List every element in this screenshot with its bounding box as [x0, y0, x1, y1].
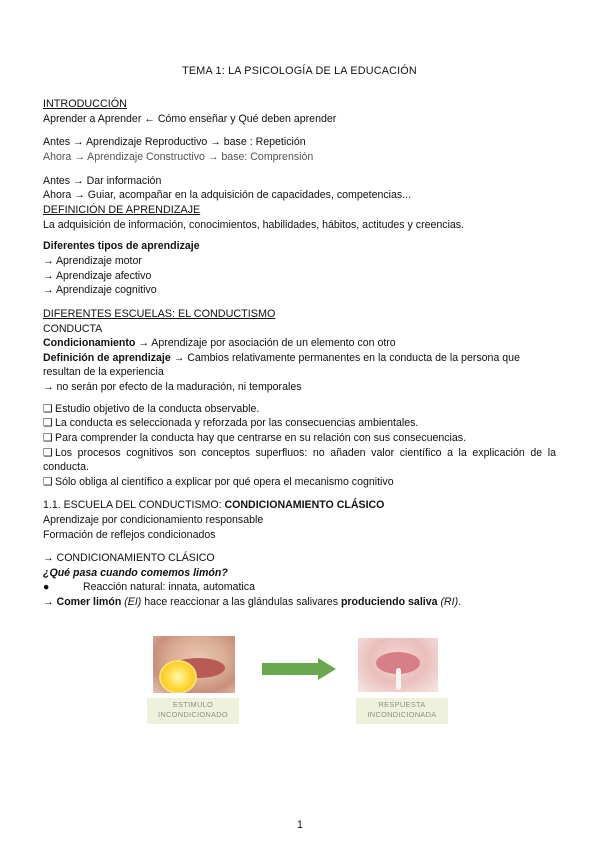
respuesta-incondicionada-label: RESPUESTA INCONDICIONADA: [356, 698, 448, 724]
check-item: ❑ Los procesos cognitivos son conceptos superfluos: no añaden valor científico a la explicación de la conducta.: [43, 446, 556, 474]
definicion-note: → no serán por efecto de la maduración, ni temporales: [43, 381, 302, 394]
type-item: → Aprendizaje afectivo: [43, 269, 152, 282]
document-page: [43, 64, 556, 610]
clasico-line-1: Aprendizaje por condicionamiento responsable: [43, 513, 264, 526]
ahora-line-2: Ahora → Guiar, acompañar en la adquisición de capacidades, competencias...: [43, 189, 412, 202]
checkbox-icon: ❑: [43, 446, 53, 459]
definicion-aprendizaje-line: Definición de aprendizaje → Cambios relativamente permanentes en la conducta de la persona que resultan de la experiencia: [43, 351, 520, 379]
ahora-line-1: Ahora → Aprendizaje Constructivo → base: Comprensión: [43, 151, 314, 163]
conducta-subheading: CONDUCTA: [43, 322, 103, 335]
section-heading-escuelas: DIFERENTES ESCUELAS: EL CONDUCTISMO: [43, 307, 276, 320]
checkbox-icon: ❑: [43, 402, 53, 415]
type-item: → Aprendizaje motor: [43, 254, 142, 267]
estimulo-incondicionado-label: ESTIMULO INCONDICIONADO: [147, 698, 239, 724]
intro-line: Aprender a Aprender ← Cómo enseñar y Qué deben aprender: [43, 112, 337, 125]
lemon-bite-image: [153, 636, 235, 693]
definicion-text: La adquisición de información, conocimientos, habilidades, hábitos, actitudes y creencias.: [43, 218, 465, 231]
check-item: ❑ Para comprender la conducta hay que centrarse en su relación con sus consecuencias.: [43, 431, 467, 444]
section-heading-definicion: DEFINICIÓN DE APRENDIZAJE: [43, 203, 201, 216]
antes-line-1: Antes → Aprendizaje Reproductivo → base : Repetición: [43, 136, 306, 149]
lemon-question: ¿Qué pasa cuando comemos limón?: [43, 566, 228, 579]
comer-limon-line: → Comer limón (EI) hace reaccionar a las glándulas salivares produciendo saliva (RI).: [43, 596, 462, 609]
condicionamiento-line: Condicionamiento → Aprendizaje por asociación de un elemento con otro: [43, 337, 396, 350]
conditioning-figure: [0, 636, 600, 726]
bullet-icon: ●: [43, 581, 50, 594]
check-item: ❑ Sólo obliga al científico a explicar por qué opera el mecanismo cognitivo: [43, 475, 394, 488]
salivating-mouth-image: [358, 638, 438, 692]
check-item: ❑ La conducta es seleccionada y reforzada por las consecuencias ambientales.: [43, 417, 419, 430]
checkbox-icon: ❑: [43, 431, 53, 444]
check-item: ❑ Estudio objetivo de la conducta observable.: [43, 402, 260, 415]
types-heading: Diferentes tipos de aprendizaje: [43, 240, 200, 253]
green-arrow-icon: [262, 658, 336, 680]
checkbox-icon: ❑: [43, 417, 53, 430]
type-item: → Aprendizaje cognitivo: [43, 284, 157, 297]
bullet-item: ● Reacción natural: innata, automatica: [43, 581, 255, 594]
section-heading-clasico: 1.1. ESCUELA DEL CONDUCTISMO: CONDICIONAMIENTO CLÁSICO: [43, 499, 385, 512]
section-heading-introduccion: INTRODUCCIÓN: [43, 97, 127, 110]
clasico-arrow-heading: → CONDICIONAMIENTO CLÁSICO: [43, 552, 215, 565]
page-title: TEMA 1: LA PSICOLOGÍA DE LA EDUCACIÓN: [182, 65, 417, 77]
page-number: 1: [297, 819, 303, 831]
clasico-line-2: Formación de reflejos condicionados: [43, 528, 216, 541]
checkbox-icon: ❑: [43, 475, 53, 488]
antes-line-2: Antes → Dar información: [43, 174, 162, 187]
